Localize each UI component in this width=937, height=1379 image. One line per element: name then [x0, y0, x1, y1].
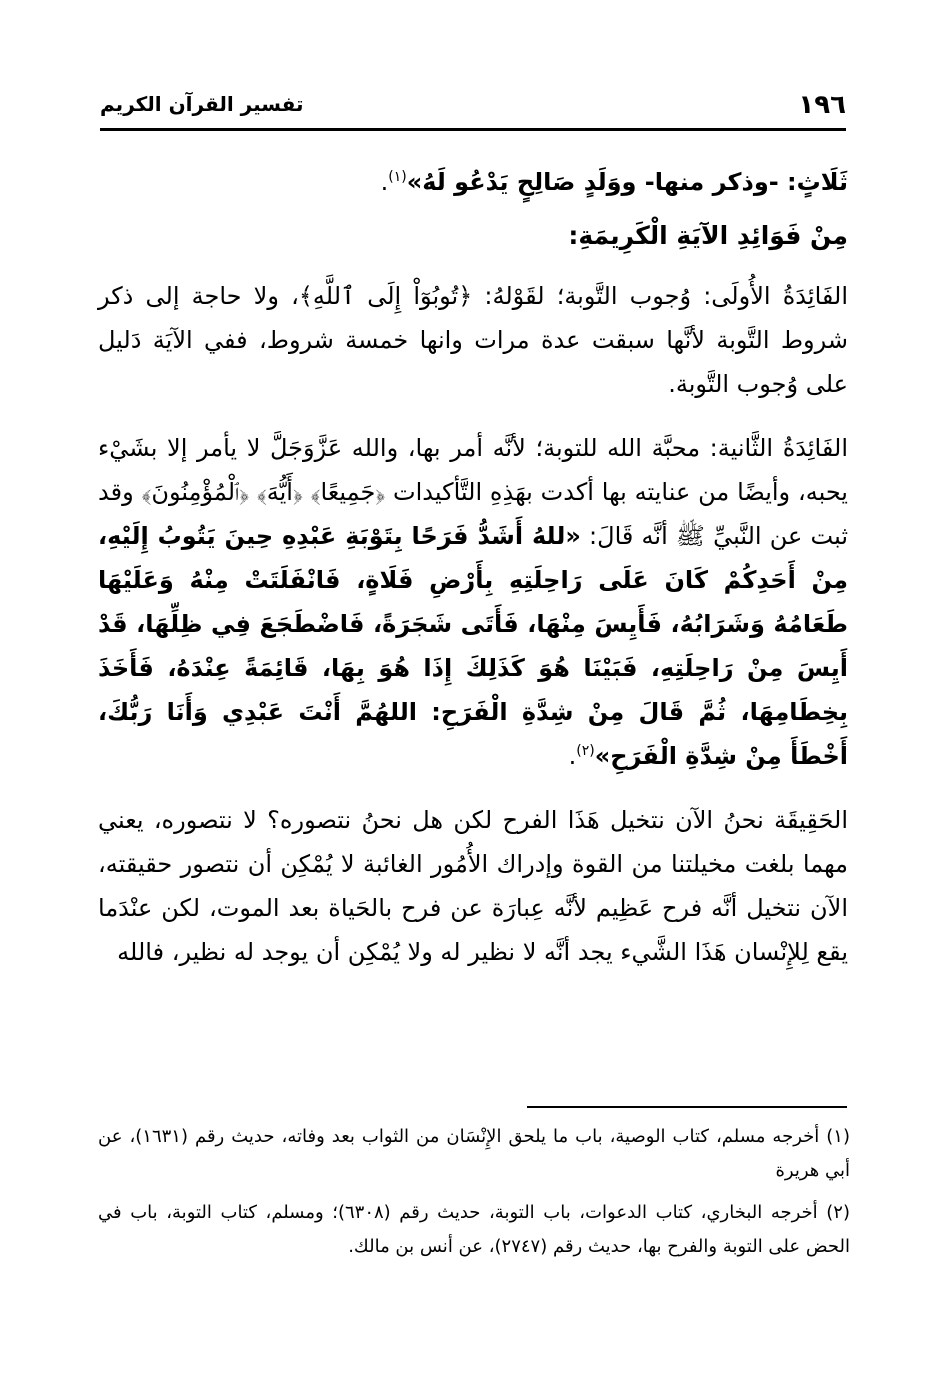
opening-line-end: . — [380, 168, 389, 196]
opening-line-text: ثَلَاثٍ: -وذكر منها- ووَلَدٍ صَالِحٍ يَدْعُو لَهُ» — [406, 168, 848, 196]
page-body — [98, 160, 848, 974]
paragraph-benefit-2 — [98, 426, 848, 778]
section-heading: مِنْ فَوَائِدِ الآيَةِ الْكَرِيمَةِ: — [568, 221, 848, 250]
hadith-quote: «للهُ أَشَدُّ فَرَحًا بِتَوْبَةِ عَبْدِهِ حِينَ يَتُوبُ إِلَيْهِ، مِنْ أَحَدِكُمْ كَانَ عَلَى رَاحِلَتِهِ بِأَرْضِ فَلَاةٍ، فَانْفَلَتَتْ مِنْهُ وَعَلَيْهَا طَعَامُهُ وَشَرَابُهُ، فَأَيِسَ مِنْهَا، فَأَتَى شَجَرَةً، فَاضْطَجَعَ فِي ظِلِّهَا، قَدْ أَيِسَ مِنْ رَاحِلَتِهِ، فَبَيْنَا هُوَ كَذَلِكَ إِذَا هُوَ بِهَا، قَائِمَةً عِنْدَهُ، فَأَخَذَ بِخِطَامِهَا، ثُمَّ قَالَ مِنْ شِدَّةِ الْفَرَحِ: اللهُمَّ أَنْتَ عَبْدِي وَأَنَا رَبُّكَ، أَخْطَأَ مِنْ شِدَّةِ الْفَرَحِ» — [98, 522, 848, 770]
footnote-1: (١) أخرجه مسلم، كتاب الوصية، باب ما يلحق الإِنْسَان من الثواب بعد وفاته، حديث رقم (١٦٣١)، عن أبي هريرة — [98, 1126, 850, 1181]
footnote-ref-2: (٢) — [576, 743, 595, 759]
paragraph-benefit-1: الفَائِدَةُ الأُولَى: وُجوب التَّوبة؛ لقَوْلهُ: ﴿تُوبُوٓاْ إِلَى ٱللَّهِ﴾، ولا حاجة إلى ذكر شروط التَّوبة لأنَّها سبقت عدة مرات وانها خمسة شروط، ففي الآيَة دَليل على وُجوب التَّوبة. — [98, 282, 848, 398]
book-title: تفسير القرآن الكريم — [100, 92, 304, 116]
footnote-ref-1: (١) — [388, 169, 407, 185]
paragraph-benefit-2-end: . — [568, 742, 577, 770]
page-number: ١٩٦ — [798, 90, 846, 120]
footnotes — [98, 1120, 850, 1272]
footnote-2: (٢) أخرجه البخاري، كتاب الدعوات، باب التوبة، حديث رقم (٦٣٠٨)؛ ومسلم، كتاب التوبة، باب في الحض على التوبة والفرح بها، حديث رقم (٢٧٤٧)، عن أنس بن مالك. — [98, 1202, 850, 1257]
opening-line — [98, 160, 848, 204]
paragraph-benefit-2-intro: الفَائِدَةُ الثَّانية: محبَّة الله للتوبة؛ لأنَّه أمر بها، والله عَزَّوَجَلَّ لا يأمر إلا بشَيْء يحبه، وأيضًا من عنايته بها أكدت بهَذِهِ التَّأكيدات ﴿جَمِيعًا﴾ ﴿أَيُّهَ﴾ ﴿ٱلْمُؤْمِنُونَ﴾ وقد ثبت عن النَّبيِّ ﷺ أنَّه قَالَ: — [98, 434, 849, 550]
paragraph-commentary: الحَقِيقَة نحنُ الآن نتخيل هَذَا الفرح لكن هل نحنُ نتصوره؟ لا نتصوره، يعني مهما بلغت مخيلتنا من القوة وإدراك الأُمُور الغائبة لا يُمْكِن أن نتصور حقيقته، الآن نتخيل أنَّه فرح عَظِيم لأنَّه عِبارَة عن فرح بالحَياة بعد الموت، لكن عنْدَما يقع لِلإِنْسان هَذَا الشَّيء يجد أنَّه لا نظير له ولا يُمْكِن أن يوجد له نظير، فالله — [98, 806, 848, 966]
footnote-divider — [527, 1106, 847, 1108]
page-header — [100, 88, 846, 131]
